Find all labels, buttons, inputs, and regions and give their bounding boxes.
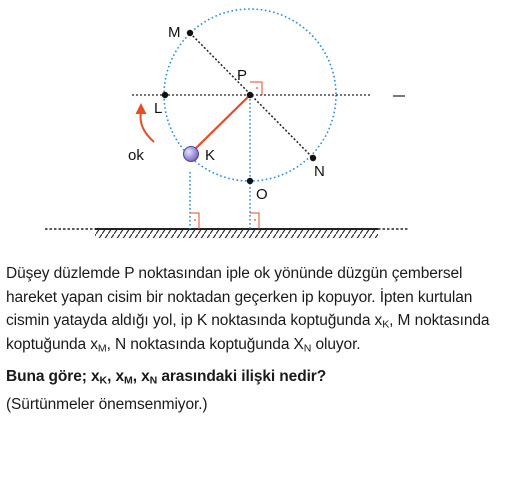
label-O: O bbox=[256, 186, 268, 203]
question-sub-m: M bbox=[124, 374, 133, 387]
ball-K bbox=[184, 147, 199, 162]
point-P-dot bbox=[247, 92, 253, 98]
paragraph-mid-2: , N noktasında koptuğunda X bbox=[106, 335, 304, 353]
subscript-n: N bbox=[303, 342, 312, 355]
paragraph-body: Düşey düzlemde P noktasından iple ok yönünde düzgün çembersel hareket yapan cisim bir noktadan geçerken ip kopuyor. İpten kurtulan cismin yatayda aldığı yol, ip K noktasında koptuğunda x bbox=[6, 265, 473, 329]
string-line bbox=[191, 95, 250, 153]
subscript-m: M bbox=[97, 342, 107, 355]
question-sep-2: , x bbox=[132, 368, 150, 385]
question-prefix: Buna göre; x bbox=[6, 368, 100, 385]
question-sub-k: K bbox=[99, 374, 108, 387]
problem-paragraph bbox=[6, 262, 506, 356]
question-suffix: arasındaki ilişki nedir? bbox=[157, 368, 327, 385]
point-L-dot bbox=[162, 92, 168, 98]
label-K: K bbox=[205, 147, 216, 164]
paragraph-end: oluyor. bbox=[311, 335, 361, 353]
subscript-k: K bbox=[382, 318, 390, 331]
right-angle-markers bbox=[190, 82, 262, 229]
question-sep-1: , x bbox=[107, 368, 124, 385]
paragraph-mid-1: , M noktasında koptuğunda x bbox=[6, 312, 490, 353]
direction-arrow-icon bbox=[136, 103, 155, 142]
problem-text bbox=[6, 262, 506, 416]
point-O-dot bbox=[247, 178, 253, 184]
arrow-label-ok: ok bbox=[128, 147, 144, 164]
label-N: N bbox=[314, 163, 325, 180]
friction-note: (Sürtünmeler önemsenmiyor.) bbox=[6, 395, 208, 413]
label-M: M bbox=[168, 24, 181, 41]
question bbox=[6, 365, 506, 389]
point-M-dot bbox=[187, 30, 193, 36]
question-sub-n: N bbox=[149, 374, 158, 387]
ground bbox=[45, 229, 408, 238]
label-L: L bbox=[154, 100, 163, 117]
point-N-dot bbox=[310, 155, 316, 161]
label-P: P bbox=[237, 67, 248, 84]
